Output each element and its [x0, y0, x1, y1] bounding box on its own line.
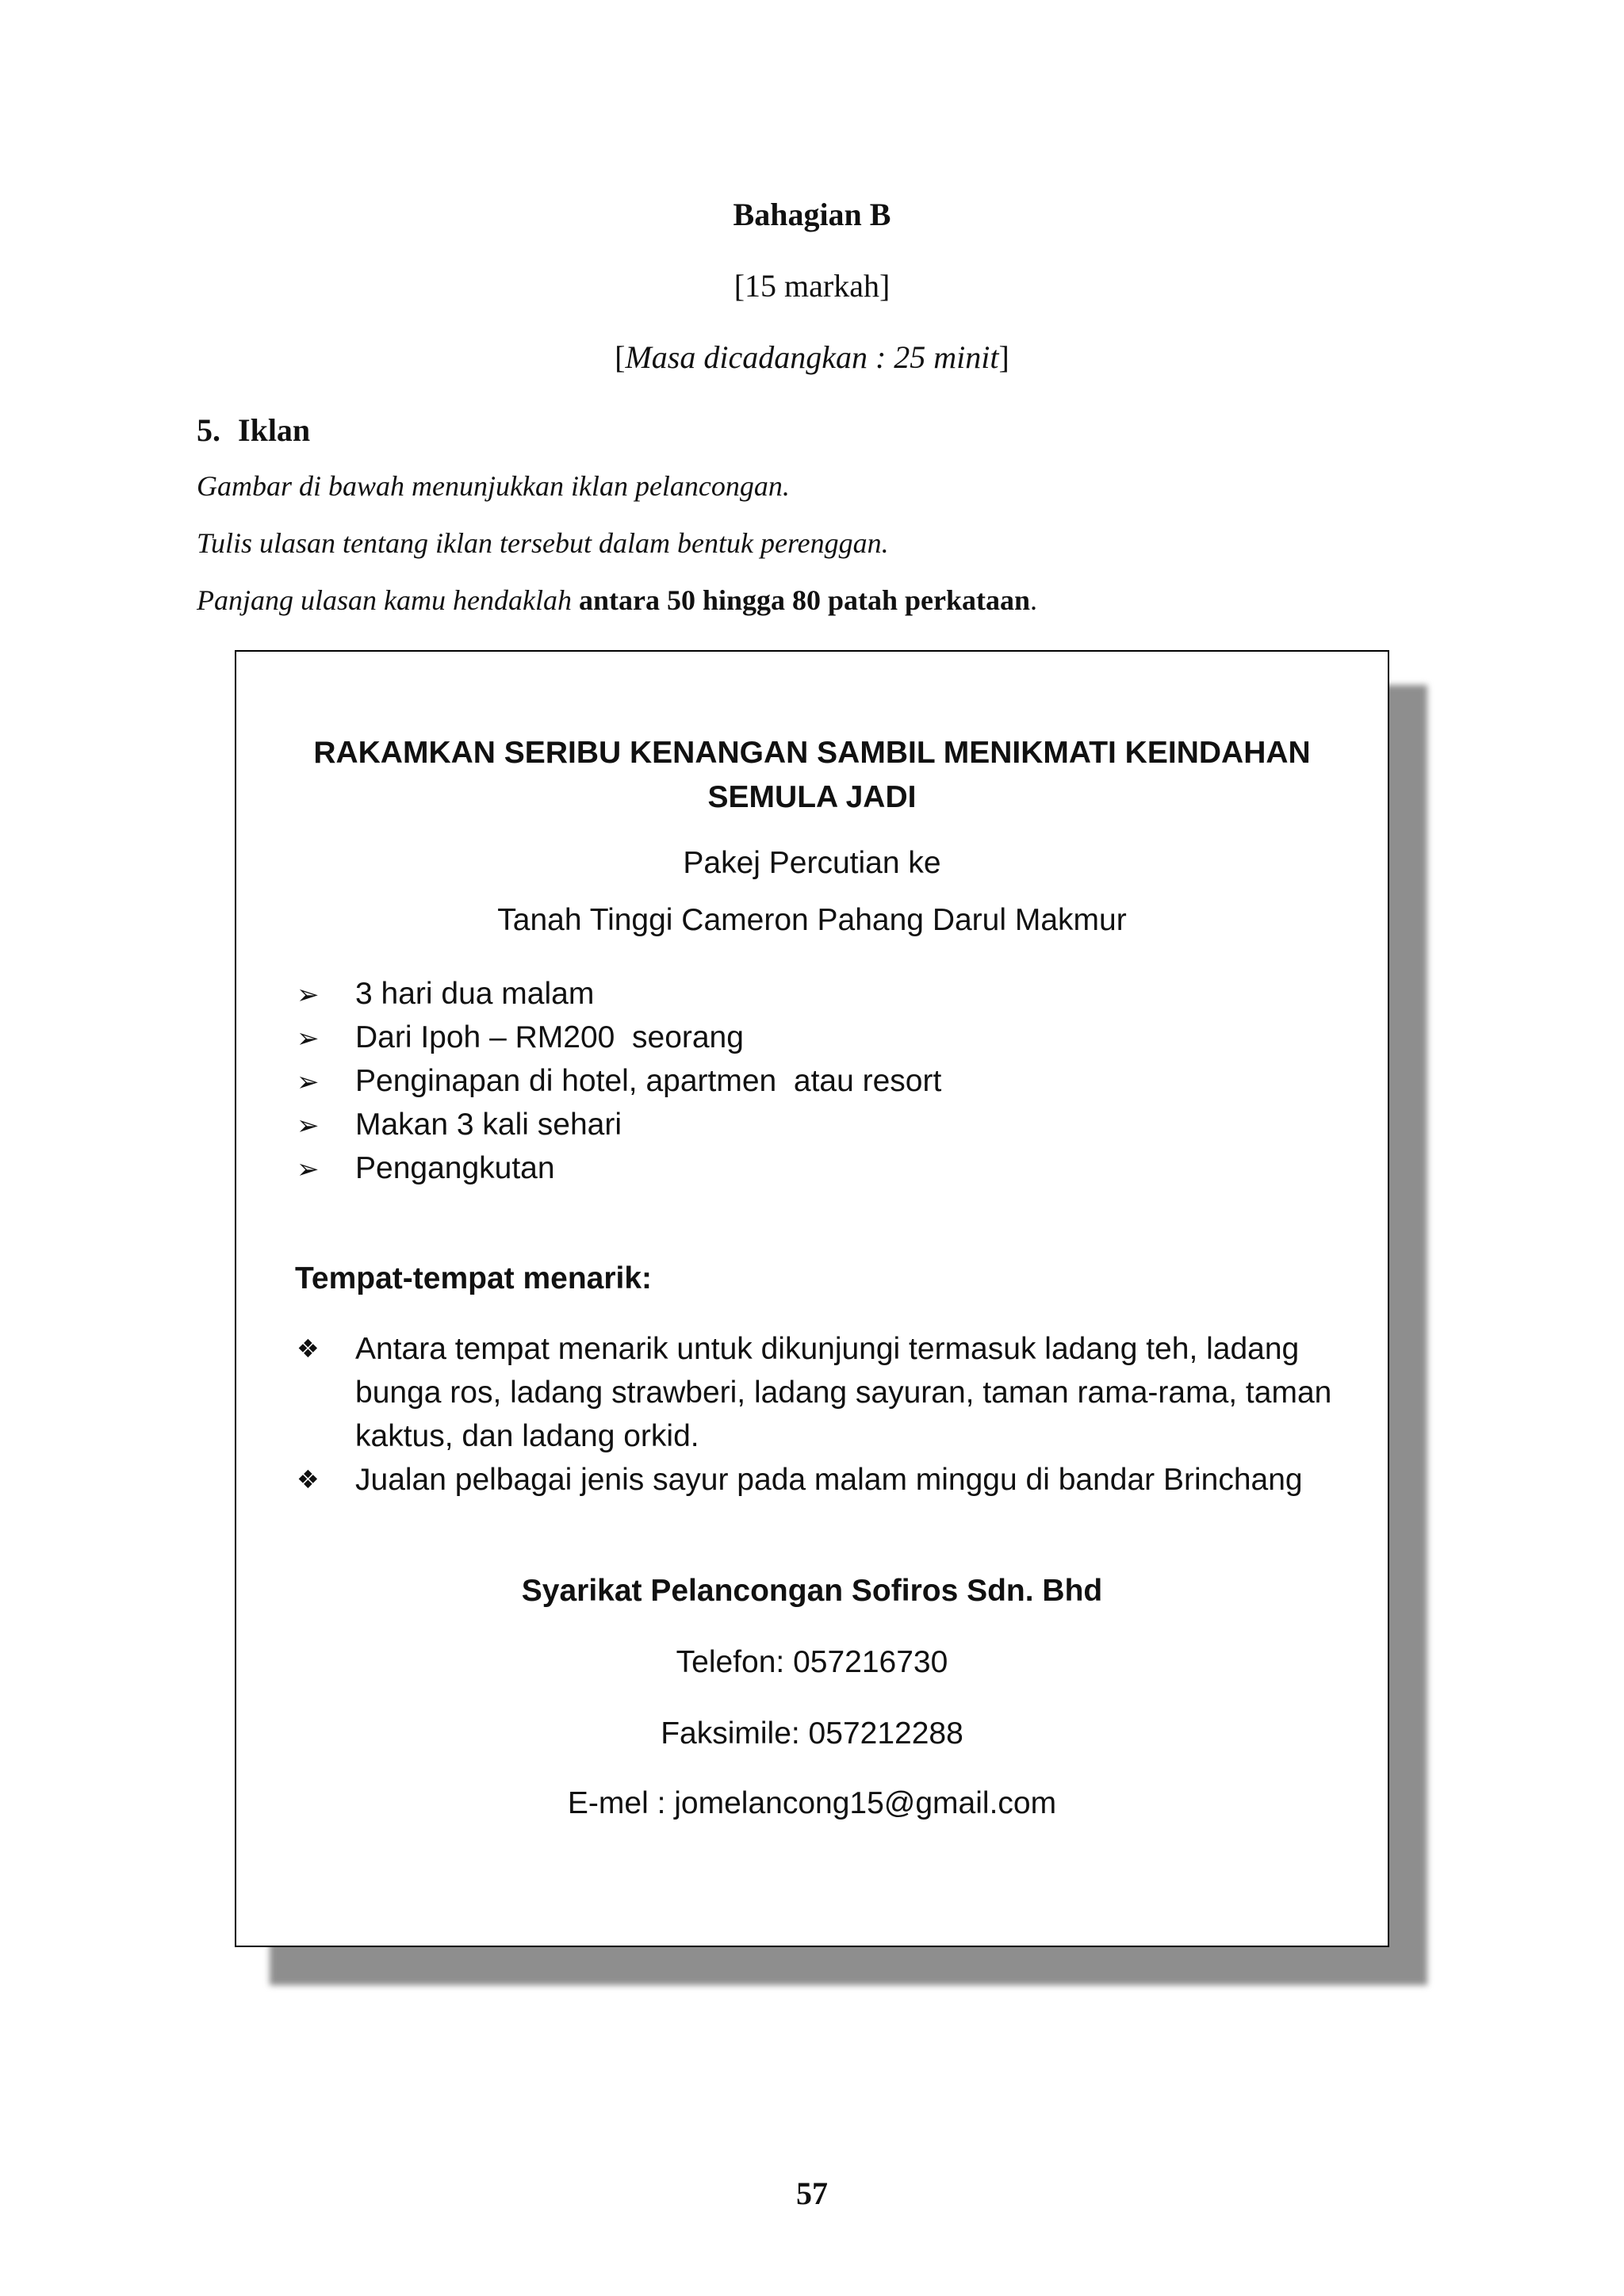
feature-text: Makan 3 kali sehari [355, 1108, 622, 1142]
feature-list [297, 972, 941, 1190]
company-name: Syarikat Pelancongan Sofiros Sdn. Bhd [521, 1574, 1103, 1608]
time-open-bracket: [ [615, 339, 626, 375]
arrow-bullet-icon: ➢ [297, 979, 320, 1011]
feature-item [297, 1059, 941, 1103]
suggested-time [0, 338, 1624, 377]
diamond-bullet-icon: ❖ [297, 1464, 320, 1494]
destination: Tanah Tinggi Cameron Pahang Darul Makmur [497, 903, 1127, 937]
length-range: antara 50 hingga 80 patah perkataan [578, 584, 1031, 616]
question-number: 5. [197, 412, 220, 448]
attractions-list [297, 1327, 1367, 1502]
instruction-1: Gambar di bawah menunjukkan iklan pelancongan. [197, 470, 790, 502]
attraction-item [297, 1327, 1367, 1458]
package-line: Pakej Percutian ke [683, 846, 941, 880]
feature-text: 3 hari dua malam [355, 977, 595, 1011]
section-title: Bahagian B [733, 197, 891, 232]
time-close-bracket: ] [998, 339, 1009, 375]
page-number: 57 [796, 2175, 828, 2211]
feature-text: Penginapan di hotel, apartmen atau resort [355, 1064, 942, 1098]
instruction-length [197, 582, 1037, 618]
feature-text: Dari Ipoh – RM200 seorang [355, 1020, 744, 1054]
feature-item [297, 1146, 941, 1190]
arrow-bullet-icon: ➢ [297, 1023, 320, 1054]
fax-number: Faksimile: 057212288 [661, 1716, 963, 1751]
phone-number: Telefon: 057216730 [676, 1645, 948, 1679]
question-title: Iklan [238, 412, 311, 448]
length-suffix: . [1030, 584, 1038, 616]
arrow-bullet-icon: ➢ [297, 1154, 320, 1185]
arrow-bullet-icon: ➢ [297, 1066, 320, 1098]
attraction-text: Jualan pelbagai jenis sayur pada malam minggu di bandar Brinchang [355, 1463, 1303, 1497]
email-address: E-mel : jomelancong15@gmail.com [567, 1786, 1057, 1820]
feature-item [297, 1016, 941, 1059]
instruction-2: Tulis ulasan tentang iklan tersebut dalam bentuk perenggan. [197, 527, 889, 559]
advert-box [235, 650, 1389, 1947]
advert-headline: RAKAMKAN SERIBU KENANGAN SAMBIL MENIKMATI KEINDAHAN SEMULA JADI [313, 736, 1311, 814]
question-heading [197, 411, 310, 450]
attraction-text: Antara tempat menarik untuk dikunjungi termasuk ladang teh, ladang bunga ros, ladang strawberi, ladang sayuran, taman rama-rama, taman kaktus, dan ladang orkid. [355, 1332, 1332, 1453]
feature-item [297, 972, 941, 1016]
length-prefix: Panjang ulasan kamu hendaklah [197, 584, 579, 616]
attraction-item [297, 1458, 1367, 1502]
arrow-bullet-icon: ➢ [297, 1110, 320, 1142]
feature-item [297, 1103, 941, 1146]
diamond-bullet-icon: ❖ [297, 1334, 320, 1364]
marks-label: [15 markah] [733, 268, 891, 304]
feature-text: Pengangkutan [355, 1151, 555, 1185]
attractions-title: Tempat-tempat menarik: [295, 1261, 653, 1295]
time-text: Masa dicadangkan : 25 minit [625, 339, 999, 375]
